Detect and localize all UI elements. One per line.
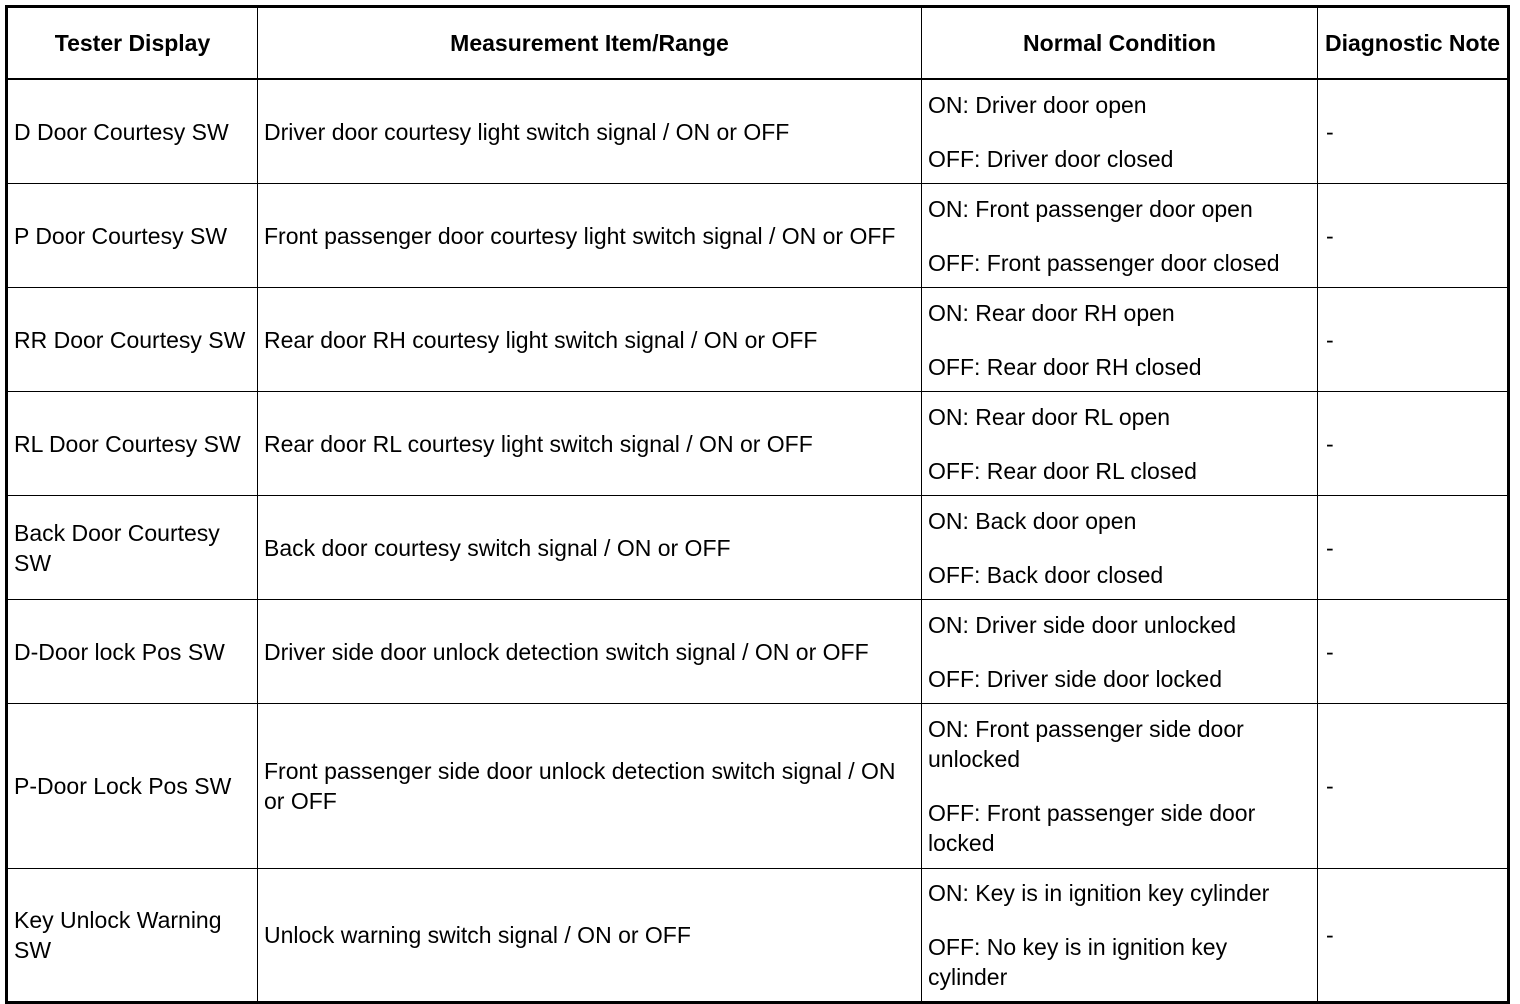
diagnostic-note-cell: - [1318,288,1509,392]
measurement-cell: Front passenger door courtesy light switch signal / ON or OFF [258,184,922,288]
table-row [7,496,1509,600]
measurement-cell: Driver side door unlock detection switch signal / ON or OFF [258,600,922,704]
diagnostic-note-cell: - [1318,869,1509,1003]
tester-display-cell: D Door Courtesy SW [7,79,258,184]
normal-on-text: ON: Rear door RH open [928,299,1175,326]
tester-display-cell: RL Door Courtesy SW [7,392,258,496]
normal-on-text: ON: Back door open [928,507,1137,534]
diagnostic-note-cell: - [1318,79,1509,184]
normal-condition-cell [922,288,1318,392]
normal-off-text: OFF: Driver door closed [928,145,1174,172]
tester-display-cell: RR Door Courtesy SW [7,288,258,392]
normal-condition-cell [922,869,1318,1003]
normal-on-text: ON: Front passenger door open [928,195,1253,222]
normal-condition-cell [922,496,1318,600]
normal-off-text: OFF: Rear door RL closed [928,457,1197,484]
normal-on-text: ON: Front passenger side door unlocked [928,716,1244,772]
diagnostic-note-cell: - [1318,704,1509,869]
table-row [7,392,1509,496]
normal-condition-cell [922,600,1318,704]
measurement-cell: Driver door courtesy light switch signal / ON or OFF [258,79,922,184]
normal-condition-cell [922,79,1318,184]
tester-display-cell: Key Unlock Warning SW [7,869,258,1003]
header-measurement-item: Measurement Item/Range [258,7,922,80]
diagnostic-note-cell: - [1318,392,1509,496]
tester-display-cell: D-Door lock Pos SW [7,600,258,704]
normal-on-text: ON: Rear door RL open [928,403,1171,430]
diagnostic-note-cell: - [1318,600,1509,704]
diagnostic-data-table [5,5,1510,1004]
normal-on-text: ON: Driver side door unlocked [928,611,1237,638]
normal-off-text: OFF: Front passenger side door locked [928,800,1256,856]
normal-on-text: ON: Key is in ignition key cylinder [928,880,1270,906]
measurement-cell: Front passenger side door unlock detection switch signal / ON or OFF [258,704,922,869]
measurement-cell: Unlock warning switch signal / ON or OFF [258,869,922,1003]
table-row [7,600,1509,704]
table-row [7,869,1509,1003]
normal-off-text: OFF: Rear door RH closed [928,353,1202,380]
normal-off-text: OFF: Front passenger door closed [928,249,1280,276]
measurement-cell: Back door courtesy switch signal / ON or OFF [258,496,922,600]
normal-on-text: ON: Driver door open [928,91,1147,118]
normal-off-text: OFF: Driver side door locked [928,665,1222,692]
normal-condition-cell [922,184,1318,288]
normal-off-text: OFF: No key is in ignition key cylinder [928,934,1228,990]
table-body [7,79,1509,1003]
normal-off-text: OFF: Back door closed [928,561,1164,588]
table-header [7,7,1509,80]
table-row [7,79,1509,184]
table-row [7,288,1509,392]
header-diagnostic-note: Diagnostic Note [1318,7,1509,80]
header-normal-condition: Normal Condition [922,7,1318,80]
normal-condition-cell [922,392,1318,496]
normal-condition-cell [922,704,1318,869]
diagnostic-note-cell: - [1318,184,1509,288]
measurement-cell: Rear door RL courtesy light switch signal / ON or OFF [258,392,922,496]
table-row [7,704,1509,869]
tester-display-cell: Back Door Courtesy SW [7,496,258,600]
tester-display-cell: P-Door Lock Pos SW [7,704,258,869]
header-tester-display: Tester Display [7,7,258,80]
diagnostic-note-cell: - [1318,496,1509,600]
tester-display-cell: P Door Courtesy SW [7,184,258,288]
measurement-cell: Rear door RH courtesy light switch signal / ON or OFF [258,288,922,392]
header-row [7,7,1509,80]
table-row [7,184,1509,288]
